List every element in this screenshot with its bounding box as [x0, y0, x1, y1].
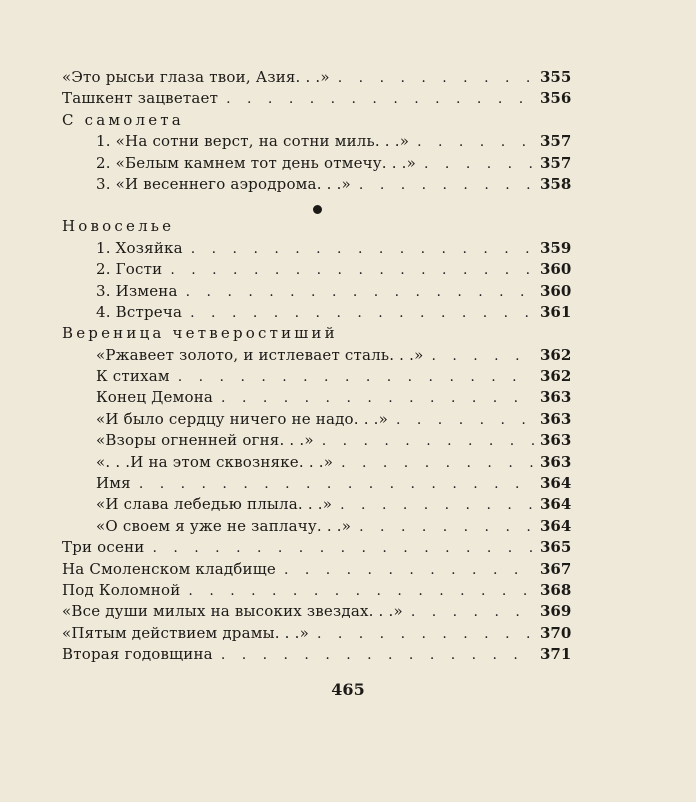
toc-entry-page: 357	[540, 153, 572, 172]
toc-entry	[62, 452, 570, 473]
dot-leader	[417, 132, 534, 153]
dot-leader	[221, 645, 534, 666]
dot-leader	[170, 260, 534, 281]
toc-entry-title: 2. Гости	[96, 260, 163, 279]
dot-leader	[411, 602, 534, 623]
dot-leader	[188, 581, 534, 602]
table-of-contents	[62, 67, 570, 666]
toc-entry	[62, 259, 570, 280]
toc-entry-page: 356	[540, 89, 572, 108]
page-number: 465	[331, 680, 365, 699]
dot-leader	[178, 367, 534, 388]
toc-entry	[62, 88, 570, 109]
toc-entry-page: 363	[540, 431, 572, 450]
toc-entry	[62, 537, 570, 558]
toc-entry-title: «О своем я уже не заплачу. . .»	[96, 516, 352, 535]
dot-leader	[322, 431, 534, 452]
toc-entry	[62, 174, 570, 195]
toc-entry-page: 364	[540, 516, 572, 535]
toc-entry-page: 357	[540, 132, 572, 151]
toc-entry-page: 359	[540, 238, 572, 257]
toc-entry	[62, 644, 570, 665]
toc-entry-title: На Смоленском кладбище	[62, 559, 276, 578]
toc-entry-page: 363	[540, 452, 572, 471]
dot-leader	[191, 239, 534, 260]
section-divider-bullet-icon	[313, 205, 322, 214]
toc-entry-title: Три осени	[62, 538, 145, 557]
section-heading	[62, 216, 570, 237]
toc-entry-page: 371	[540, 645, 572, 664]
toc-entry-page: 363	[540, 409, 572, 428]
toc-entry	[62, 153, 570, 174]
dot-leader	[226, 89, 534, 110]
toc-entry	[62, 559, 570, 580]
toc-entry-page: 365	[540, 538, 572, 557]
toc-entry-page: 361	[540, 302, 572, 321]
dot-leader	[359, 175, 534, 196]
toc-entry-title: «И было сердцу ничего не надо. . .»	[96, 409, 388, 428]
toc-entry-page: 369	[540, 602, 572, 621]
toc-entry-page: 362	[540, 367, 572, 386]
toc-entry	[62, 67, 570, 88]
section-heading-title: Вереница четверостиший	[62, 324, 338, 343]
toc-entry-page: 368	[540, 580, 572, 599]
dot-leader	[341, 453, 534, 474]
dot-leader	[431, 346, 534, 367]
toc-entry-title: «Взоры огненней огня. . .»	[96, 431, 314, 450]
toc-entry	[62, 409, 570, 430]
toc-entry-title: «Все души милых на высоких звездах. . .»	[62, 602, 403, 621]
toc-entry	[62, 430, 570, 451]
toc-entry-title: 2. «Белым камнем тот день отмечу. . .»	[96, 153, 417, 172]
toc-entry-title: 4. Встреча	[96, 302, 183, 321]
toc-entry-page: 362	[540, 345, 572, 364]
toc-entry-title: «Пятым действием драмы. . .»	[62, 623, 309, 642]
section-heading	[62, 323, 570, 344]
toc-entry-title: Ташкент зацветает	[62, 89, 219, 108]
dot-leader	[221, 388, 534, 409]
dot-leader	[340, 495, 534, 516]
dot-leader	[317, 624, 534, 645]
dot-leader	[338, 68, 534, 89]
dot-leader	[396, 410, 534, 431]
toc-entry	[62, 387, 570, 408]
toc-entry	[62, 281, 570, 302]
toc-entry-title: 1. Хозяйка	[96, 238, 183, 257]
toc-entry-title: 1. «На сотни верст, на сотни миль. . .»	[96, 132, 410, 151]
section-heading	[62, 110, 570, 131]
toc-entry-title: «Ржавеет золото, и истлевает сталь. . .»	[96, 345, 424, 364]
toc-entry-title: «. . .И на этом сквозняке. . .»	[96, 452, 334, 471]
toc-entry-title: Конец Демона	[96, 388, 214, 407]
toc-entry-title: Вторая годовщина	[62, 645, 213, 664]
toc-entry	[62, 302, 570, 323]
toc-entry-title: «Это рысьи глаза твои, Азия. . .»	[62, 68, 330, 86]
toc-entry	[62, 601, 570, 622]
toc-entry-title: 3. Измена	[96, 281, 178, 300]
toc-entry	[62, 366, 570, 387]
dot-leader	[190, 303, 534, 324]
toc-entry-page: 367	[540, 559, 572, 578]
toc-entry-title: «И слава лебедью плыла. . .»	[96, 495, 333, 514]
toc-entry	[62, 516, 570, 537]
toc-entry-page: 370	[540, 623, 572, 642]
dot-leader	[139, 474, 534, 495]
toc-entry-page: 364	[540, 474, 572, 493]
toc-entry-page: 363	[540, 388, 572, 407]
toc-entry-title: 3. «И весеннего аэродрома. . .»	[96, 174, 351, 193]
toc-entry	[62, 623, 570, 644]
toc-entry-title: К стихам	[96, 367, 170, 386]
dot-leader	[186, 282, 534, 303]
toc-entry-title: Имя	[96, 474, 131, 493]
dot-leader	[284, 560, 534, 581]
section-heading-title: С самолета	[62, 110, 184, 129]
toc-entry-page: 355	[540, 68, 572, 86]
toc-entry-page: 364	[540, 495, 572, 514]
toc-entry-page: 360	[540, 260, 572, 279]
dot-leader	[359, 517, 534, 538]
dot-leader	[424, 154, 534, 175]
section-heading-title: Новоселье	[62, 217, 175, 236]
toc-entry-title: Под Коломной	[62, 580, 181, 599]
toc-entry	[62, 473, 570, 494]
dot-leader	[152, 538, 534, 559]
toc-entry-page: 360	[540, 281, 572, 300]
toc-entry	[62, 580, 570, 601]
toc-entry	[62, 494, 570, 515]
toc-entry	[62, 238, 570, 259]
toc-entry	[62, 345, 570, 366]
toc-entry-page: 358	[540, 174, 572, 193]
toc-entry	[62, 131, 570, 152]
